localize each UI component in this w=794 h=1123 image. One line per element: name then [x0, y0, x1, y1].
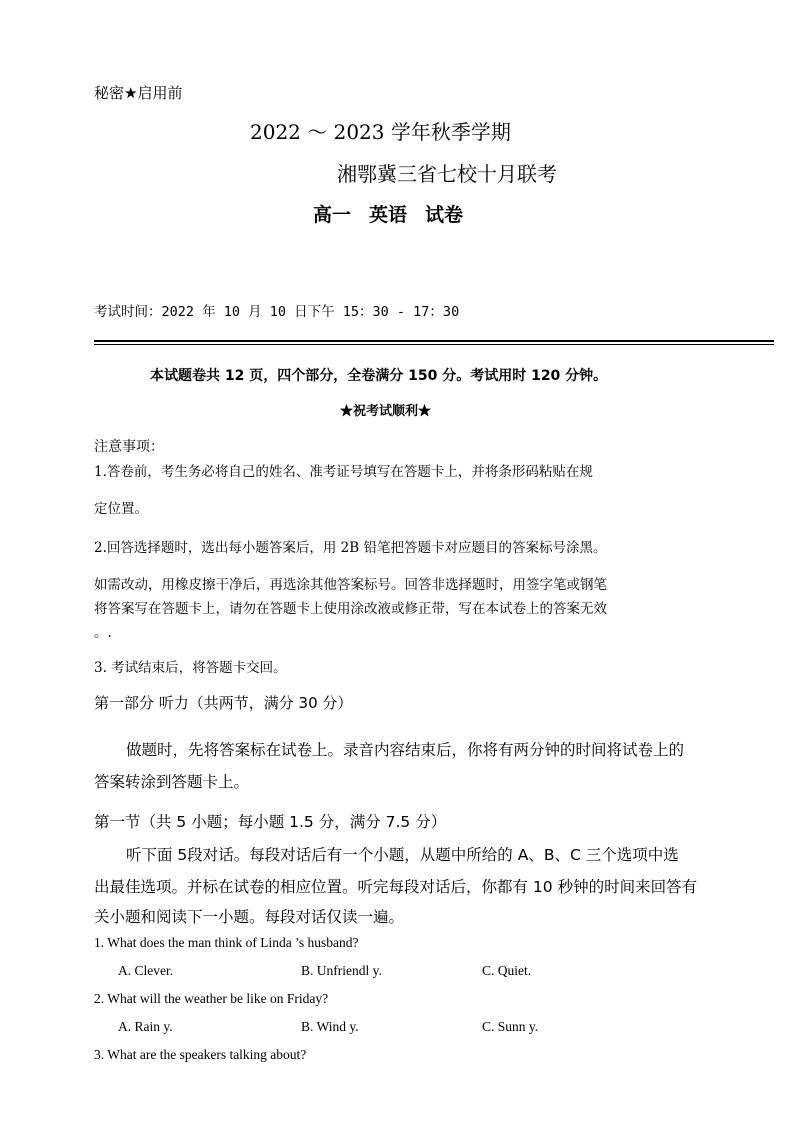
- question-2-option-c: C. Sunn y.: [482, 1019, 539, 1034]
- notice-line: 如需改动，用橡皮擦干净后，再选涂其他答案标号。回答非选择题时，用签字笔或钢笔: [94, 577, 607, 593]
- question-2: 2. What will the weather be like on Friday?: [94, 991, 329, 1006]
- exam-subject-title: [313, 200, 481, 227]
- notice-line: 3. 考试结束后，将答题卡交回。: [94, 660, 287, 676]
- paper-intro: 本试题卷共 12 页，四个部分，全卷满分 150 分。考试用时 120 分钟。: [150, 368, 608, 384]
- section1-title: 第一节（共 5 小题；每小题 1.5 分，满分 7.5 分）: [94, 813, 447, 831]
- question-1-option-b: B. Unfriendl y.: [301, 963, 382, 978]
- header-divider-thin: [94, 344, 774, 345]
- notice-heading: 注意事项：: [94, 439, 164, 455]
- exam-title-year: 2022 ～ 2023 学年秋季学期: [250, 120, 511, 144]
- subject-label: 英语: [369, 204, 408, 226]
- grade-label: 高一: [313, 204, 352, 226]
- question-1: 1. What does the man think of Linda ’s husband?: [94, 935, 359, 950]
- section1-instruction: 关小题和阅读下一小题。每段对话仅读一遍。: [94, 908, 405, 926]
- notice-line: 1.答卷前，考生务必将自己的姓名、准考证号填写在答题卡上，并将条形码粘贴在规: [94, 464, 593, 480]
- part1-title: 第一部分 听力（共两节，满分 30 分）: [94, 694, 353, 712]
- question-2-option-a: A. Rain y.: [118, 1019, 173, 1034]
- notice-line: 将答案写在答题卡上，请勿在答题卡上使用涂改液或修正带，写在本试卷上的答案无效: [94, 601, 607, 617]
- section1-instruction: 听下面 5段对话。每段对话后有一个小题，从题中所给的 A、B、C 三个选项中选: [126, 846, 679, 864]
- good-luck-wish: ★祝考试顺利★: [340, 404, 432, 419]
- question-2-option-b: B. Wind y.: [301, 1019, 359, 1034]
- question-1-option-a: A. Clever.: [118, 963, 174, 978]
- confidential-label: 秘密★启用前: [94, 84, 183, 102]
- part1-instruction: 做题时，先将答案标在试卷上。录音内容结束后，你将有两分钟的时间将试卷上的: [126, 741, 685, 759]
- notice-line: 定位置。: [94, 501, 148, 517]
- section1-instruction: 出最佳选项。并标在试卷的相应位置。听完每段对话后，你都有 10 秒钟的时间来回答有: [94, 878, 698, 896]
- question-1-option-c: C. Quiet.: [482, 963, 532, 978]
- notice-line: 。.: [94, 625, 112, 641]
- part1-instruction: 答案转涂到答题卡上。: [94, 773, 250, 791]
- question-3: 3. What are the speakers talking about?: [94, 1047, 307, 1062]
- header-divider: [94, 340, 774, 342]
- paper-label: 试卷: [425, 204, 464, 226]
- notice-line: 2.回答选择题时，选出每小题答案后，用 2B 铅笔把答题卡对应题目的答案标号涂黑。: [94, 540, 607, 556]
- exam-time: 考试时间：2022 年 10 月 10 日下午 15：30 - 17：30: [94, 304, 460, 320]
- exam-title-name: 湘鄂冀三省七校十月联考: [337, 162, 557, 186]
